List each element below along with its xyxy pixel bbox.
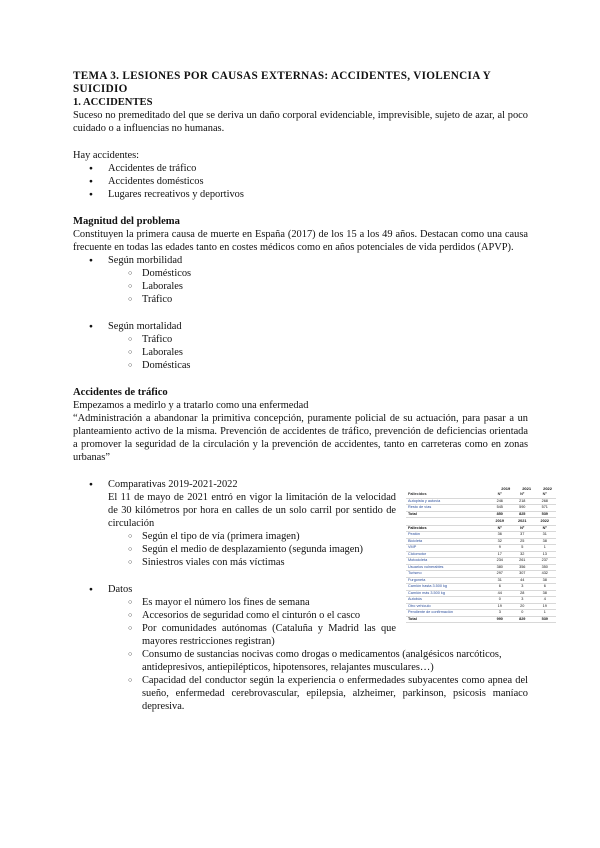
table-cell: Nº	[489, 525, 512, 532]
list-item: ● Accidentes de tráfico	[73, 162, 528, 175]
comparativas-list	[73, 478, 396, 491]
definition-text: Suceso no premeditado del que se deriva un daño corporal evidenciable, imprevisible, sujeto de azar, al poco cuidado o a influencias no humanas.	[73, 110, 528, 134]
list-item	[73, 320, 528, 333]
table-cell: 31	[534, 532, 557, 539]
list-item: ● Datos	[73, 583, 396, 596]
table-cell: 0	[511, 610, 534, 617]
mortalidad-label: Según mortalidad	[108, 321, 182, 332]
section-heading-trafico: Accidentes de tráfico	[73, 387, 168, 398]
table-cell: 825	[511, 511, 534, 518]
list-item: ○ Tráfico	[73, 293, 528, 306]
list-item: ○ Según el tipo de vía (primera imagen)	[73, 530, 396, 543]
table-cell: 38	[534, 538, 557, 545]
mortalidad-sublist	[73, 333, 528, 372]
table-cell: 37	[511, 532, 534, 539]
table-cell: 2019	[489, 519, 512, 525]
morbilidad-list	[73, 254, 528, 267]
table-cell: 297	[489, 571, 512, 578]
table-by-vehicle	[406, 519, 556, 623]
morbilidad-label: Según morbilidad	[108, 255, 183, 266]
datos-list	[73, 583, 396, 596]
list-item: ○ Tráfico	[73, 333, 528, 346]
table-by-road-type	[406, 492, 556, 518]
list-item: ● Lugares recreativos y deportivos	[73, 188, 528, 201]
table-cell: Camión más 3.500 kg	[406, 590, 489, 597]
table-cell: 0	[489, 597, 512, 604]
table-cell: 38	[534, 577, 557, 584]
year-label: 2021	[522, 486, 532, 491]
table-cell: 5	[511, 545, 534, 552]
table-cell: Peatón	[406, 532, 489, 539]
table-cell: Nº	[511, 525, 534, 532]
table-cell: Fallecidos	[406, 525, 489, 532]
table-cell: 571	[534, 505, 557, 512]
table-cell: 13	[534, 551, 557, 558]
accident-types-list	[73, 162, 528, 201]
table-row	[406, 616, 556, 623]
table-cell: 268	[534, 498, 557, 505]
table-cell: Nº	[534, 525, 557, 532]
table-cell: 19	[534, 603, 557, 610]
table-cell: 545	[489, 505, 512, 512]
table-cell: 31	[489, 577, 512, 584]
trafico-intro: Empezamos a medirlo y a tratarlo como una enfermedad	[73, 400, 309, 411]
table-cell: 32	[511, 551, 534, 558]
table-cell: 237	[534, 558, 557, 565]
list-item: ● Comparativas 2019-2021-2022	[73, 478, 396, 491]
list-item: ○ Domésticas	[73, 359, 528, 372]
datos-sublist	[73, 596, 396, 648]
table-cell: 539	[534, 616, 557, 623]
table-cell: Usuarios vulnerables	[406, 564, 489, 571]
year-label: 2022	[543, 486, 552, 491]
table-cell: 590	[511, 505, 534, 512]
table-cell: Furgoneta	[406, 577, 489, 584]
table-cell: 28	[511, 590, 534, 597]
types-intro: Hay accidentes:	[73, 150, 140, 161]
list-item: ○ Por comunidades autónomas (Cataluña y Madrid las que mayores restricciones registran)	[73, 622, 396, 648]
list-item: ○ Domésticos	[73, 267, 528, 280]
table-cell: Total	[406, 511, 489, 518]
table-cell: 3	[511, 584, 534, 591]
table-body	[406, 532, 556, 623]
table-cell: 32	[489, 538, 512, 545]
list-item: ○ Según el medio de desplazamiento (segunda imagen)	[73, 543, 396, 556]
table-cell: 432	[534, 571, 557, 578]
comparativas-block	[73, 478, 396, 648]
table-cell: 44	[511, 577, 534, 584]
table-cell: 20	[511, 603, 534, 610]
table-cell: 1	[534, 545, 557, 552]
list-item: ○ Consumo de sustancias nocivas como drogas o medicamentos (analgésicos narcóticos, antidepresivos, antiepilépticos, hipotensores, relajantes musculares…)	[73, 648, 528, 674]
table-cell: 3	[511, 597, 534, 604]
list-item: ○ Capacidad del conductor según la experiencia o enfermedades subyacentes como apnea del sueño, enfermedad cerebrovascular, epilepsia, alzheimer, parkinson, psicosis maníaco depresiva.	[73, 674, 528, 713]
table-cell: 19	[489, 603, 512, 610]
table-cell: 356	[511, 564, 534, 571]
table-cell: 1	[534, 610, 557, 617]
comparativas-sublist	[73, 530, 396, 569]
table-cell: Camión hasta 3.500 kg	[406, 584, 489, 591]
table-cell: Fallecidos	[406, 492, 489, 498]
list-item: ○ Laborales	[73, 280, 528, 293]
table-cell: 38	[534, 590, 557, 597]
list-item: ● Accidentes domésticos	[73, 175, 528, 188]
table-cell: 539	[534, 511, 557, 518]
table-cell: 246	[489, 498, 512, 505]
mortalidad-list	[73, 320, 528, 333]
table-cell: 307	[511, 571, 534, 578]
table-cell: 36	[489, 532, 512, 539]
magnitud-text: Constituyen la primera causa de muerte en España (2017) de los 15 a los 49 años. Destacan como una causa frecuente en todas las edades tanto en costes médicos como en años potenciales de vida perdidos (APVP).	[73, 229, 528, 253]
table-cell: 4	[534, 597, 557, 604]
table-cell: 380	[489, 564, 512, 571]
page-title: TEMA 3. LESIONES POR CAUSAS EXTERNAS: ACCIDENTES, VIOLENCIA Y SUICIDIO	[73, 70, 491, 95]
table-cell: VMP	[406, 545, 489, 552]
table-cell: Nº	[511, 492, 534, 498]
table-cell: 2022	[534, 519, 557, 525]
list-item: ○ Laborales	[73, 346, 528, 359]
table-cell: 6	[489, 584, 512, 591]
section-heading-magnitud: Magnitud del problema	[73, 216, 180, 227]
table-cell: Bicicleta	[406, 538, 489, 545]
table-cell: Resto de vías	[406, 505, 489, 512]
table-cell: Motocicleta	[406, 558, 489, 565]
table-cell: Nº	[489, 492, 512, 498]
table-cell: 44	[489, 590, 512, 597]
table-cell: 2021	[511, 519, 534, 525]
table-cell: 350	[534, 564, 557, 571]
comparativas-text: El 11 de mayo de 2021 entró en vigor la limitación de la velocidad de 30 kilómetros por hora en calles de un solo carril por sentido de circulación	[108, 492, 396, 529]
table-cell: 9	[489, 545, 512, 552]
table-cell: 829	[511, 616, 534, 623]
trafico-quote: “Administración a abandonar la primitiva concepción, puramente policial de su actuación, para pasar a un planteamiento activo de la misma. Prevención de accidentes de tráfico, prevención de deficiencias orientada a promover la seguridad de la circulación y la prevención de accidentes, tanto en carreteras como en zonas urbanas”	[73, 413, 528, 463]
table-cell: Autobús	[406, 597, 489, 604]
list-item: ○ Es mayor el número los fines de semana	[73, 596, 396, 609]
table-cell: 25	[511, 538, 534, 545]
list-item	[73, 254, 528, 267]
table-cell: Autopista y autovía	[406, 498, 489, 505]
table-cell: 218	[511, 498, 534, 505]
traffic-deaths-tables-image	[406, 486, 556, 682]
morbilidad-sublist	[73, 267, 528, 306]
table-cell: 234	[489, 558, 512, 565]
year-label: 2019	[501, 486, 511, 491]
table-row	[406, 511, 556, 518]
table-cell: 17	[489, 551, 512, 558]
table-cell: Pendiente de confirmación	[406, 610, 489, 617]
section-heading-accidentes: 1. ACCIDENTES	[73, 97, 153, 108]
table-cell: 261	[511, 558, 534, 565]
table-cell: 3	[489, 610, 512, 617]
table-cell: 6	[534, 584, 557, 591]
table-cell: Nº	[534, 492, 557, 498]
list-item: ○ Siniestros viales con más víctimas	[73, 556, 396, 569]
table-cell: Total	[406, 616, 489, 623]
table-cell: 990	[489, 616, 512, 623]
table-cell: 850	[489, 511, 512, 518]
table-cell: Ciclomotor	[406, 551, 489, 558]
table-cell: Turismo	[406, 571, 489, 578]
list-item: ○ Accesorios de seguridad como el cinturón o el casco	[73, 609, 396, 622]
table-cell: Otro vehículo	[406, 603, 489, 610]
